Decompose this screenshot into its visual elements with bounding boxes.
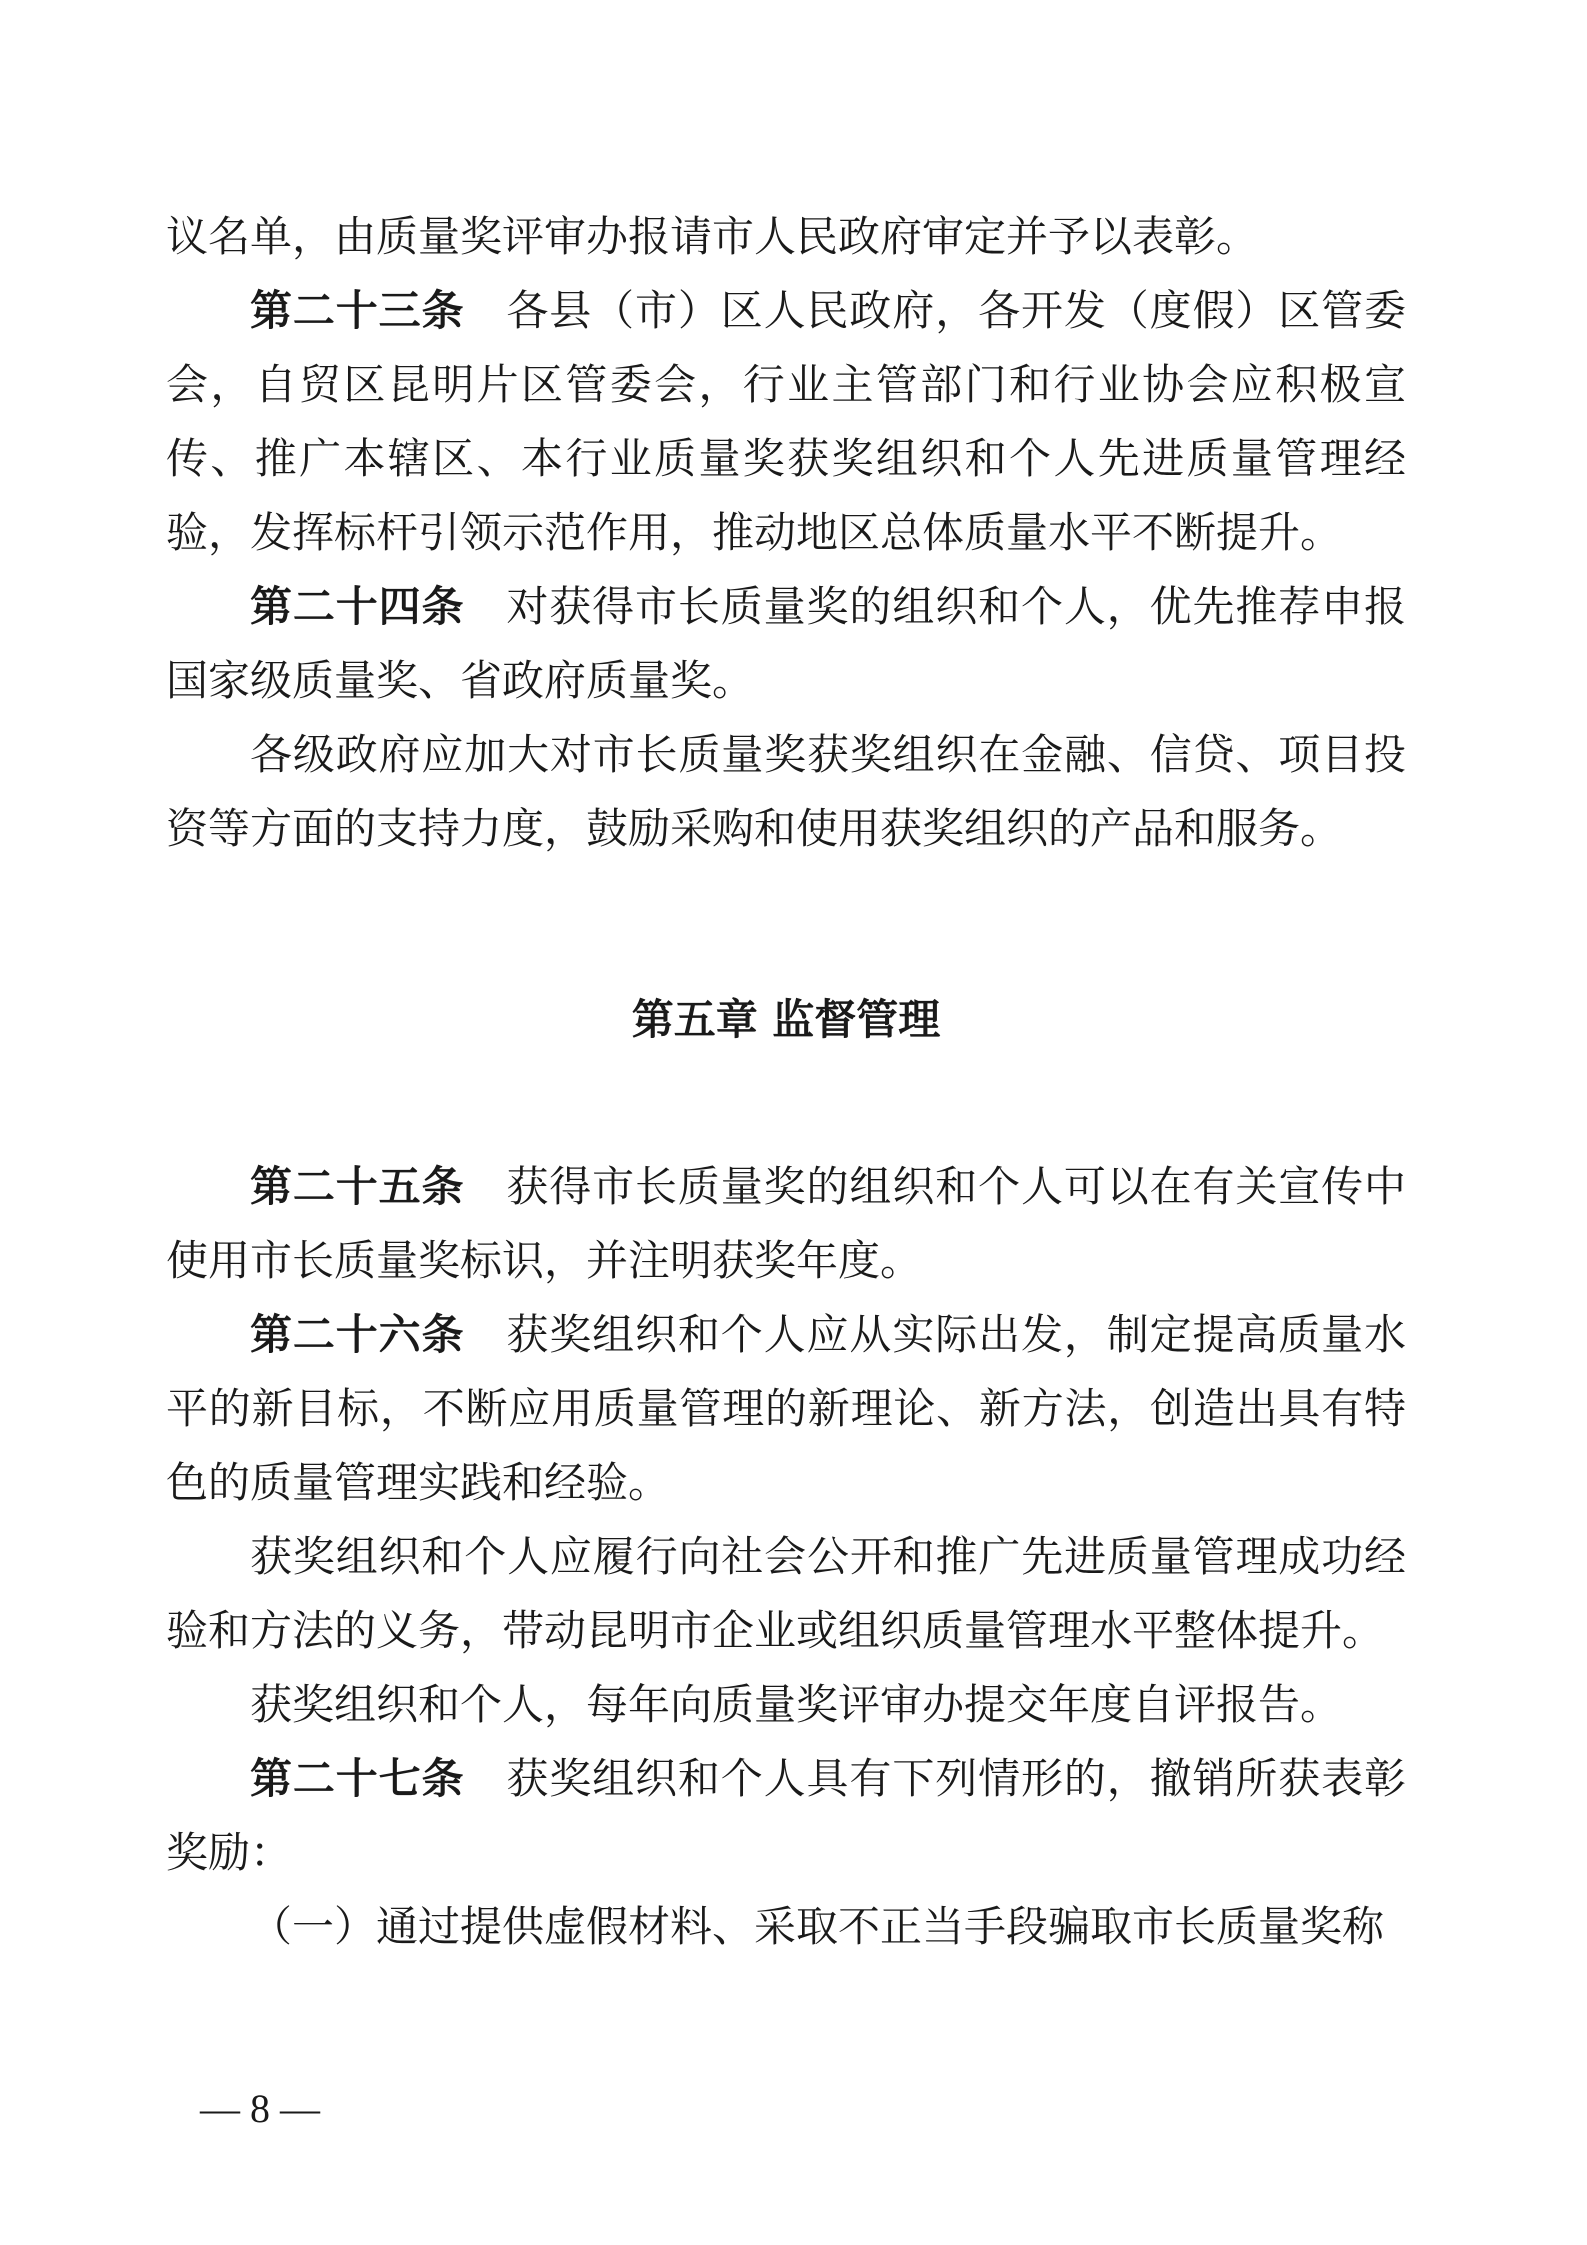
page-number: — 8 — [200, 2086, 320, 2131]
article-number: 第二十五条 [250, 1162, 465, 1211]
article-23 [166, 274, 1406, 570]
body-text-top [166, 200, 1406, 866]
paragraph-text: 获奖组织和个人，每年向质量奖评审办提交年度自评报告。 [250, 1680, 1343, 1729]
paragraph-text: 各县（市）区人民政府，各开发（度假）区管委会，自贸区昆明片区管委会，行业主管部门和行业协会应积极宣传、推广本辖区、本行业质量奖获奖组织和个人先进质量管理经验，发挥标杆引领示范作用，推动地区总体质量水平不断提升。 [166, 286, 1406, 557]
paragraph [166, 1668, 1406, 1742]
article-number: 第二十三条 [250, 286, 465, 335]
paragraph-text: 议名单，由质量奖评审办报请市人民政府审定并予以表彰。 [166, 212, 1259, 261]
paragraph-text: 获奖组织和个人具有下列情形的，撤销所获表彰奖励： [166, 1754, 1406, 1877]
chapter-title: 第五章 监督管理 [631, 995, 941, 1044]
article-25 [166, 1150, 1406, 1298]
paragraph [166, 718, 1406, 866]
article-26 [166, 1298, 1406, 1520]
article-number: 第二十四条 [250, 582, 465, 631]
paragraph [166, 1890, 1406, 1964]
paragraph-text: 对获得市长质量奖的组织和个人，优先推荐申报国家级质量奖、省政府质量奖。 [166, 582, 1406, 705]
article-24 [166, 570, 1406, 718]
paragraph-text: 各级政府应加大对市长质量奖获奖组织在金融、信贷、项目投资等方面的支持力度，鼓励采购和使用获奖组织的产品和服务。 [166, 730, 1406, 853]
article-27 [166, 1742, 1406, 1890]
paragraph-text: （一）通过提供虚假材料、采取不正当手段骗取市长质量奖称 [250, 1902, 1385, 1951]
paragraph-text: 获得市长质量奖的组织和个人可以在有关宣传中使用市长质量奖标识，并注明获奖年度。 [166, 1162, 1406, 1285]
article-number: 第二十六条 [250, 1310, 465, 1359]
paragraph-text: 获奖组织和个人应履行向社会公开和推广先进质量管理成功经验和方法的义务，带动昆明市企业或组织质量管理水平整体提升。 [166, 1532, 1406, 1655]
article-number: 第二十七条 [250, 1754, 465, 1803]
paragraph-text: 获奖组织和个人应从实际出发，制定提高质量水平的新目标，不断应用质量管理的新理论、新方法，创造出具有特色的质量管理实践和经验。 [166, 1310, 1406, 1507]
paragraph [166, 200, 1406, 274]
body-text-bottom [166, 1150, 1406, 1964]
paragraph [166, 1520, 1406, 1668]
